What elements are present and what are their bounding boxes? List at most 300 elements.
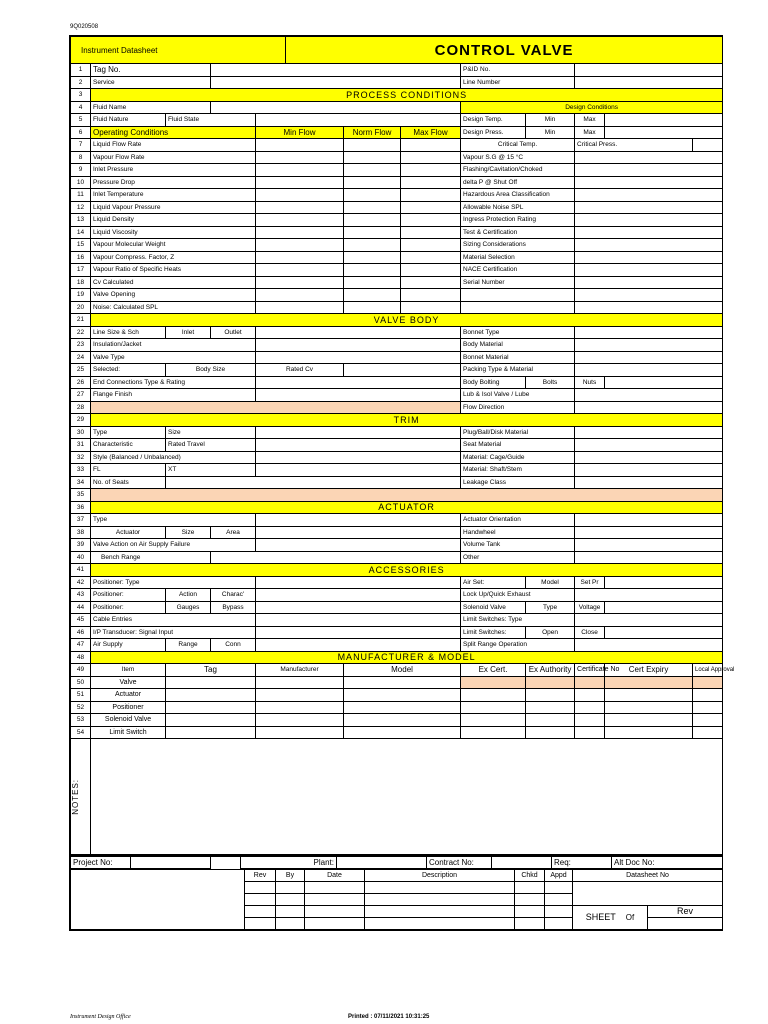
req-label: Req: xyxy=(552,856,612,868)
model-cell[interactable] xyxy=(344,676,461,689)
chkd-cell[interactable] xyxy=(515,905,545,917)
min-flow-field[interactable] xyxy=(256,301,344,314)
param-label: Inlet Temperature xyxy=(91,189,256,202)
model-cell[interactable] xyxy=(344,701,461,714)
date-cell[interactable] xyxy=(305,881,365,893)
row-number: 53 xyxy=(71,714,91,727)
plug-field[interactable] xyxy=(575,426,723,439)
tag-cell[interactable] xyxy=(166,726,256,739)
positioner-label: Positioner: xyxy=(91,601,166,614)
row-number: 8 xyxy=(71,151,91,164)
air-set-label: Air Set: xyxy=(461,576,526,589)
max-flow-field[interactable] xyxy=(401,251,461,264)
local-approval-cell[interactable] xyxy=(693,714,723,727)
datasheet-table xyxy=(70,36,735,855)
ex-cert-cell[interactable] xyxy=(461,689,526,702)
row-number: 50 xyxy=(71,676,91,689)
norm-flow-header: Norm Flow xyxy=(344,126,401,139)
description-cell[interactable] xyxy=(365,893,515,905)
fluid-name-field[interactable] xyxy=(211,101,461,114)
tag-no-field[interactable] xyxy=(211,64,461,77)
row-number: 44 xyxy=(71,601,91,614)
ex-authority-cell[interactable] xyxy=(526,689,575,702)
row-number: 27 xyxy=(71,389,91,402)
ex-authority-cell[interactable] xyxy=(526,714,575,727)
end-conn-field[interactable] xyxy=(256,376,461,389)
max-flow-field[interactable] xyxy=(401,176,461,189)
cert-no-cell[interactable] xyxy=(575,676,605,689)
max-flow-field[interactable] xyxy=(401,201,461,214)
ex-cert-cell[interactable] xyxy=(461,701,526,714)
mfr-header-item: Item xyxy=(91,664,166,677)
ex-authority-cell[interactable] xyxy=(526,676,575,689)
design-temp-field[interactable] xyxy=(605,114,723,127)
body-bolting-field[interactable] xyxy=(605,376,723,389)
trim-size-field[interactable] xyxy=(256,426,461,439)
param-field-right[interactable] xyxy=(575,201,723,214)
chkd-cell[interactable] xyxy=(515,917,545,929)
param-label-right: Sizing Considerations xyxy=(461,239,575,252)
type-label: Type xyxy=(526,601,575,614)
norm-flow-field[interactable] xyxy=(344,264,401,277)
row-number: 48 xyxy=(71,651,91,664)
nuts-label: Nuts xyxy=(575,376,605,389)
param-label-right xyxy=(461,301,575,314)
section-actuator: ACTUATOR xyxy=(91,501,723,514)
mfr-item: Solenoid Valve xyxy=(91,714,166,727)
manufacturer-cell[interactable] xyxy=(256,726,344,739)
mfr-header-tag: Tag xyxy=(166,664,256,677)
close-label: Close xyxy=(575,626,605,639)
by-cell[interactable] xyxy=(276,917,305,929)
handwheel-field[interactable] xyxy=(575,526,723,539)
row-number: 29 xyxy=(71,414,91,427)
handwheel-label: Handwheel xyxy=(461,526,575,539)
limit-sw-label: Limit Switches: xyxy=(461,626,526,639)
size-label: Size xyxy=(166,526,211,539)
min-flow-field[interactable] xyxy=(256,164,344,177)
by-cell[interactable] xyxy=(276,905,305,917)
row-number: 10 xyxy=(71,176,91,189)
body-bolting-label: Body Bolting xyxy=(461,376,526,389)
row-number: 19 xyxy=(71,289,91,302)
volume-tank-field[interactable] xyxy=(575,539,723,552)
param-label-right: Test & Certification xyxy=(461,226,575,239)
max-flow-field[interactable] xyxy=(401,189,461,202)
row-number: 18 xyxy=(71,276,91,289)
limit-sw-field[interactable] xyxy=(605,626,723,639)
appd-cell[interactable] xyxy=(545,917,573,929)
row-number: 26 xyxy=(71,376,91,389)
ex-cert-cell[interactable] xyxy=(461,726,526,739)
actuator-label: Actuator xyxy=(91,526,166,539)
bench-range-field[interactable] xyxy=(211,551,461,564)
rev-cell[interactable] xyxy=(245,893,276,905)
mfr-header-ex-cert: Ex Cert. xyxy=(461,664,526,677)
local-approval-cell[interactable] xyxy=(693,701,723,714)
notes-label: NOTES: xyxy=(71,778,80,815)
norm-flow-field[interactable] xyxy=(344,189,401,202)
param-field-right[interactable] xyxy=(575,226,723,239)
other-field[interactable] xyxy=(575,551,723,564)
body-material-field[interactable] xyxy=(575,339,723,352)
plant-label: Plant: xyxy=(241,856,337,868)
fluid-state-field[interactable] xyxy=(256,114,461,127)
project-info-table xyxy=(70,855,723,869)
insulation-label: Insulation/Jacket xyxy=(91,339,256,352)
bonnet-material-field[interactable] xyxy=(575,351,723,364)
cert-expiry-cell[interactable] xyxy=(605,689,693,702)
manufacturer-cell[interactable] xyxy=(256,714,344,727)
design-conditions-header: Design Conditions xyxy=(461,101,723,114)
volume-tank-label: Volume Tank xyxy=(461,539,575,552)
flow-direction-label: Flow Direction xyxy=(461,401,575,414)
lockup-field[interactable] xyxy=(575,589,723,602)
mfr-header-cert-no: Certificate No xyxy=(575,664,605,677)
cert-no-cell[interactable] xyxy=(575,689,605,702)
conn-label: Conn xyxy=(211,639,256,652)
min-label: Min xyxy=(526,126,575,139)
local-approval-cell[interactable] xyxy=(693,676,723,689)
leakage-field[interactable] xyxy=(575,476,723,489)
param-field-right[interactable] xyxy=(575,164,723,177)
plug-label: Plug/Ball/Disk Material xyxy=(461,426,575,439)
date-cell[interactable] xyxy=(305,917,365,929)
packing-label: Packing Type & Material xyxy=(461,364,575,377)
document-code: 9Q020508 xyxy=(70,24,99,30)
air-set-field[interactable] xyxy=(605,576,723,589)
chkd-cell[interactable] xyxy=(515,893,545,905)
cert-no-cell[interactable] xyxy=(575,714,605,727)
flange-finish-field[interactable] xyxy=(256,389,461,402)
max-flow-field[interactable] xyxy=(401,301,461,314)
param-field-right[interactable] xyxy=(575,176,723,189)
max-flow-field[interactable] xyxy=(401,276,461,289)
description-header: Description xyxy=(365,869,515,881)
max-flow-field[interactable] xyxy=(401,289,461,302)
min-flow-field[interactable] xyxy=(256,276,344,289)
bonnet-type-field[interactable] xyxy=(575,326,723,339)
pos-type-label: Positioner: Type xyxy=(91,576,256,589)
revision-table xyxy=(70,869,723,930)
param-field-right[interactable] xyxy=(575,189,723,202)
row-number: 45 xyxy=(71,614,91,627)
norm-flow-field[interactable] xyxy=(344,214,401,227)
section-valve-body: VALVE BODY xyxy=(91,314,723,327)
gauges-label: Gauges xyxy=(166,601,211,614)
alt-doc-label: Alt Doc No: xyxy=(612,856,723,868)
model-cell[interactable] xyxy=(344,689,461,702)
by-cell[interactable] xyxy=(276,881,305,893)
min-flow-field[interactable] xyxy=(256,251,344,264)
manufacturer-cell[interactable] xyxy=(256,689,344,702)
orientation-field[interactable] xyxy=(575,514,723,527)
param-field-right[interactable] xyxy=(575,251,723,264)
row-number: 37 xyxy=(71,514,91,527)
row-number: 15 xyxy=(71,239,91,252)
ip-label: I/P Transducer: Signal Input xyxy=(91,626,256,639)
pos-type-field[interactable] xyxy=(256,576,461,589)
xt-label: XT xyxy=(166,464,256,477)
param-field-right[interactable] xyxy=(575,301,723,314)
section-manufacturer-model: MANUFACTURER & MODEL xyxy=(91,651,723,664)
air-supply-label: Air Supply xyxy=(91,639,166,652)
norm-flow-field[interactable] xyxy=(344,151,401,164)
selected-field[interactable] xyxy=(344,364,461,377)
outlet-label: Outlet xyxy=(211,326,256,339)
tag-cell[interactable] xyxy=(166,701,256,714)
actuator-type-label: Type xyxy=(91,514,256,527)
max-label: Max xyxy=(575,114,605,127)
design-temp-label: Design Temp. xyxy=(461,114,526,127)
mfr-item: Valve xyxy=(91,676,166,689)
rated-travel-field[interactable] xyxy=(256,439,461,452)
min-flow-field[interactable] xyxy=(256,176,344,189)
row-number: 33 xyxy=(71,464,91,477)
chkd-cell[interactable] xyxy=(515,881,545,893)
leakage-label: Leakage Class xyxy=(461,476,575,489)
flow-direction-field[interactable] xyxy=(575,401,723,414)
norm-flow-field[interactable] xyxy=(344,139,401,152)
row-number: 12 xyxy=(71,201,91,214)
tag-no-label: Tag No. xyxy=(91,64,211,77)
shaft-field[interactable] xyxy=(575,464,723,477)
cert-no-cell[interactable] xyxy=(575,726,605,739)
line-size-field[interactable] xyxy=(256,326,461,339)
param-label: Vapour Flow Rate xyxy=(91,151,256,164)
row-number: 38 xyxy=(71,526,91,539)
inlet-label: Inlet xyxy=(166,326,211,339)
gauges-field[interactable] xyxy=(256,601,461,614)
design-press-field[interactable] xyxy=(605,126,723,139)
max-flow-header: Max Flow xyxy=(401,126,461,139)
date-header: Date xyxy=(305,869,365,881)
max-flow-field[interactable] xyxy=(401,214,461,227)
norm-flow-field[interactable] xyxy=(344,176,401,189)
of-text: Of xyxy=(625,913,635,922)
tag-cell[interactable] xyxy=(166,676,256,689)
param-field-right[interactable] xyxy=(575,289,723,302)
param-field-right[interactable] xyxy=(575,151,723,164)
ex-cert-cell[interactable] xyxy=(461,676,526,689)
row-number: 25 xyxy=(71,364,91,377)
voltage-label: Voltage xyxy=(575,601,605,614)
highlight-field[interactable] xyxy=(91,401,461,414)
appd-cell[interactable] xyxy=(545,905,573,917)
row-number: 24 xyxy=(71,351,91,364)
min-flow-field[interactable] xyxy=(256,189,344,202)
insulation-field[interactable] xyxy=(256,339,461,352)
positioner-field[interactable] xyxy=(256,589,461,602)
description-cell[interactable] xyxy=(365,881,515,893)
cert-expiry-cell[interactable] xyxy=(605,676,693,689)
air-failure-field[interactable] xyxy=(256,539,461,552)
fluid-name-label: Fluid Name xyxy=(91,101,211,114)
param-field-right[interactable] xyxy=(575,214,723,227)
notes-field[interactable] xyxy=(91,739,723,855)
row-number: 3 xyxy=(71,89,91,102)
model-cell[interactable] xyxy=(344,726,461,739)
split-field[interactable] xyxy=(575,639,723,652)
param-field-right[interactable] xyxy=(575,276,723,289)
max-flow-field[interactable] xyxy=(401,139,461,152)
min-flow-field[interactable] xyxy=(256,226,344,239)
norm-flow-field[interactable] xyxy=(344,251,401,264)
mfr-item: Positioner xyxy=(91,701,166,714)
norm-flow-field[interactable] xyxy=(344,301,401,314)
appd-cell[interactable] xyxy=(545,893,573,905)
cage-field[interactable] xyxy=(575,451,723,464)
row-number: 39 xyxy=(71,539,91,552)
section-trim: TRIM xyxy=(91,414,723,427)
description-cell[interactable] xyxy=(365,917,515,929)
mfr-header-manufacturer: Manufacturer xyxy=(256,664,344,677)
fluid-state-label: Fluid State xyxy=(166,114,256,127)
row-number: 41 xyxy=(71,564,91,577)
min-flow-field[interactable] xyxy=(256,289,344,302)
norm-flow-field[interactable] xyxy=(344,201,401,214)
style-field[interactable] xyxy=(256,451,461,464)
appd-cell[interactable] xyxy=(545,881,573,893)
lub-field[interactable] xyxy=(575,389,723,402)
max-label: Max xyxy=(575,126,605,139)
by-cell[interactable] xyxy=(276,893,305,905)
param-field-right[interactable] xyxy=(575,264,723,277)
param-field-right[interactable] xyxy=(575,239,723,252)
plant-field[interactable] xyxy=(337,856,427,868)
manufacturer-cell[interactable] xyxy=(256,701,344,714)
tag-cell[interactable] xyxy=(166,714,256,727)
ex-authority-cell[interactable] xyxy=(526,701,575,714)
datasheet-no-header: Datasheet No xyxy=(573,869,723,881)
solenoid-label: Solenoid Valve xyxy=(461,601,526,614)
local-approval-cell[interactable] xyxy=(693,726,723,739)
contract-no-label: Contract No: xyxy=(427,856,492,868)
param-label-right: Vapour S.G @ 15 °C xyxy=(461,151,575,164)
cert-expiry-cell[interactable] xyxy=(605,714,693,727)
min-flow-field[interactable] xyxy=(256,139,344,152)
control-valve-datasheet xyxy=(69,35,735,931)
cert-expiry-cell[interactable] xyxy=(605,701,693,714)
model-cell[interactable] xyxy=(344,714,461,727)
date-cell[interactable] xyxy=(305,905,365,917)
critical-temp-label: Critical Temp. xyxy=(461,139,575,152)
max-flow-field[interactable] xyxy=(401,239,461,252)
param-label-right: delta P @ Shut Off xyxy=(461,176,575,189)
row-number: 11 xyxy=(71,189,91,202)
valve-type-field[interactable] xyxy=(256,351,461,364)
rev-cell[interactable] xyxy=(245,917,276,929)
pid-no-field[interactable] xyxy=(575,64,723,77)
max-flow-field[interactable] xyxy=(401,164,461,177)
mfr-header-ex-authority: Ex Authority xyxy=(526,664,575,677)
highlight-field[interactable] xyxy=(91,489,723,502)
row-number: 7 xyxy=(71,139,91,152)
row-number: 4 xyxy=(71,101,91,114)
project-no-field[interactable] xyxy=(131,856,211,868)
packing-field[interactable] xyxy=(575,364,723,377)
cert-expiry-cell[interactable] xyxy=(605,726,693,739)
row-number: 14 xyxy=(71,226,91,239)
description-cell[interactable] xyxy=(365,905,515,917)
critical-press-field[interactable] xyxy=(693,139,723,152)
min-flow-field[interactable] xyxy=(256,264,344,277)
seat-material-field[interactable] xyxy=(575,439,723,452)
pid-no-label: P&ID No. xyxy=(461,64,575,77)
section-process-conditions: PROCESS CONDITIONS xyxy=(91,89,723,102)
bypass-label: Bypass xyxy=(211,601,256,614)
footer-printed: Printed : 07/11/2021 10:31:25 xyxy=(348,1014,430,1020)
date-cell[interactable] xyxy=(305,893,365,905)
row-number: 40 xyxy=(71,551,91,564)
norm-flow-field[interactable] xyxy=(344,164,401,177)
rev-cell[interactable] xyxy=(245,881,276,893)
seats-field[interactable] xyxy=(166,476,461,489)
air-supply-field[interactable] xyxy=(256,639,461,652)
row-number: 16 xyxy=(71,251,91,264)
range-label: Range xyxy=(166,639,211,652)
footer-office: Instrument Design Office xyxy=(70,1014,131,1020)
chkd-header: Chkd xyxy=(515,869,545,881)
min-flow-field[interactable] xyxy=(256,201,344,214)
trim-type-label: Type xyxy=(91,426,166,439)
ex-authority-cell[interactable] xyxy=(526,726,575,739)
min-flow-field[interactable] xyxy=(256,239,344,252)
service-field[interactable] xyxy=(211,76,461,89)
ex-cert-cell[interactable] xyxy=(461,714,526,727)
actuator-size-field[interactable] xyxy=(256,526,461,539)
row-number: 35 xyxy=(71,489,91,502)
xt-field[interactable] xyxy=(256,464,461,477)
rev-field[interactable] xyxy=(648,917,723,929)
datasheet-no-field[interactable] xyxy=(573,881,723,905)
ip-field[interactable] xyxy=(256,626,461,639)
norm-flow-field[interactable] xyxy=(344,239,401,252)
other-label: Other xyxy=(461,551,575,564)
end-conn-label: End Connections Type & Rating xyxy=(91,376,256,389)
manufacturer-cell[interactable] xyxy=(256,676,344,689)
style-label: Style (Balanced / Unbalanced) xyxy=(91,451,256,464)
row-number: 30 xyxy=(71,426,91,439)
norm-flow-field[interactable] xyxy=(344,289,401,302)
local-approval-cell[interactable] xyxy=(693,689,723,702)
norm-flow-field[interactable] xyxy=(344,226,401,239)
by-header: By xyxy=(276,869,305,881)
cable-field[interactable] xyxy=(256,614,461,627)
actuator-type-field[interactable] xyxy=(256,514,461,527)
positioner-label: Positioner: xyxy=(91,589,166,602)
action-label: Action xyxy=(166,589,211,602)
contract-no-field[interactable] xyxy=(492,856,552,868)
min-flow-field[interactable] xyxy=(256,151,344,164)
max-flow-field[interactable] xyxy=(401,151,461,164)
cert-no-cell[interactable] xyxy=(575,701,605,714)
fluid-nature-label: Fluid Nature xyxy=(91,114,166,127)
set-pr-label: Set Pr xyxy=(575,576,605,589)
solenoid-field[interactable] xyxy=(605,601,723,614)
rev-cell[interactable] xyxy=(245,905,276,917)
mfr-item: Actuator xyxy=(91,689,166,702)
tag-cell[interactable] xyxy=(166,689,256,702)
min-flow-field[interactable] xyxy=(256,214,344,227)
norm-flow-field[interactable] xyxy=(344,276,401,289)
limit-type-field[interactable] xyxy=(575,614,723,627)
row-number: 51 xyxy=(71,689,91,702)
line-number-field[interactable] xyxy=(575,76,723,89)
max-flow-field[interactable] xyxy=(401,264,461,277)
max-flow-field[interactable] xyxy=(401,226,461,239)
doc-type: Instrument Datasheet xyxy=(71,37,286,64)
